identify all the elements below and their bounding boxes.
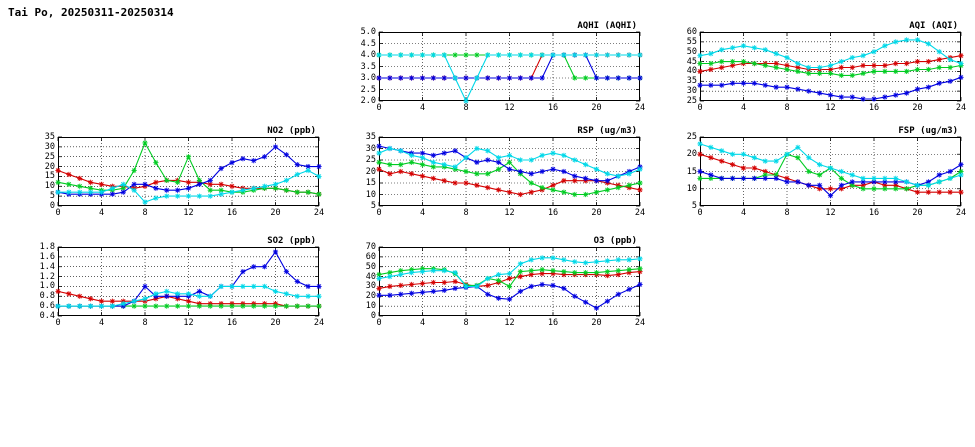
x-tick-label: 4: [740, 208, 747, 218]
chart-title-aqi: AQI (AQI): [909, 21, 958, 31]
x-tick-label: 0: [376, 318, 382, 328]
x-tick-label: 12: [825, 208, 836, 218]
chart-title-rsp: RSP (ug/m3): [577, 126, 637, 136]
y-tick-label: 5: [691, 201, 697, 211]
y-tick-label: 5: [49, 191, 55, 202]
x-tick-label: 12: [504, 208, 515, 218]
y-tick-label: 1.2: [39, 271, 55, 282]
y-tick-label: 15: [365, 178, 376, 188]
y-tick-label: 30: [686, 86, 697, 97]
y-tick-label: 35: [44, 132, 55, 142]
chart-title-o3: O3 (ppb): [593, 236, 637, 246]
y-tick-label: 15: [44, 171, 55, 182]
x-tick-label: 4: [98, 208, 105, 218]
y-tick-label: 45: [686, 56, 697, 67]
x-tick-label: 0: [697, 208, 703, 218]
x-tick-label: 16: [547, 318, 559, 328]
y-tick-label: 3.0: [360, 73, 376, 83]
y-tick-label: 10: [44, 181, 55, 192]
x-tick-label: 8: [784, 103, 790, 113]
x-tick-label: 8: [463, 318, 469, 328]
x-tick-label: 4: [419, 208, 426, 218]
x-tick-label: 8: [142, 318, 148, 328]
x-tick-label: 24: [955, 208, 967, 218]
x-tick-label: 8: [463, 103, 469, 113]
y-tick-label: 4.5: [360, 38, 376, 49]
y-tick-label: 20: [365, 291, 376, 302]
y-tick-label: 20: [686, 149, 697, 160]
y-tick-label: 25: [686, 96, 697, 106]
x-tick-label: 24: [634, 103, 646, 113]
x-tick-label: 16: [547, 103, 559, 113]
y-tick-label: 2.5: [360, 84, 376, 95]
y-tick-label: 50: [686, 46, 697, 57]
y-tick-label: 30: [365, 143, 376, 154]
x-tick-label: 4: [419, 103, 426, 113]
x-tick-label: 16: [547, 208, 559, 218]
chart-title-so2: SO2 (ppb): [267, 236, 316, 246]
chart-panel-no2: [30, 125, 325, 220]
page-title: Tai Po, 20250311-20250314: [8, 6, 174, 19]
chart-panel-rsp: [351, 125, 646, 220]
y-tick-label: 5: [370, 201, 376, 211]
chart-panel-aqhi: [351, 20, 646, 115]
y-tick-label: 35: [365, 132, 376, 142]
chart-title-no2: NO2 (ppb): [267, 126, 316, 136]
y-tick-label: 15: [686, 166, 697, 177]
x-tick-label: 4: [98, 318, 105, 328]
y-tick-label: 25: [44, 151, 55, 162]
x-tick-label: 20: [912, 208, 923, 218]
x-tick-label: 8: [142, 208, 148, 218]
chart-panel-fsp: [672, 125, 967, 220]
y-tick-label: 0: [370, 311, 376, 321]
x-tick-label: 0: [55, 318, 61, 328]
y-tick-label: 2.0: [360, 96, 376, 106]
chart-title-aqhi: AQHI (AQHI): [577, 21, 637, 31]
y-tick-label: 20: [365, 166, 376, 177]
y-tick-label: 60: [686, 27, 697, 37]
y-tick-label: 0.4: [39, 311, 55, 321]
chart-panel-o3: [351, 235, 646, 330]
x-tick-label: 0: [697, 103, 703, 113]
y-tick-label: 40: [365, 271, 376, 282]
x-tick-label: 20: [270, 208, 281, 218]
x-tick-label: 24: [313, 208, 325, 218]
y-tick-label: 1.6: [39, 251, 55, 262]
y-tick-label: 0: [49, 201, 55, 211]
x-tick-label: 24: [955, 103, 967, 113]
chart-title-fsp: FSP (ug/m3): [898, 126, 958, 136]
x-tick-label: 0: [55, 208, 61, 218]
x-tick-label: 24: [634, 318, 646, 328]
y-tick-label: 35: [686, 76, 697, 87]
y-tick-label: 30: [44, 141, 55, 152]
x-tick-label: 16: [868, 208, 880, 218]
x-tick-label: 12: [825, 103, 836, 113]
y-tick-label: 10: [686, 183, 697, 194]
x-tick-label: 0: [376, 103, 382, 113]
x-tick-label: 20: [591, 318, 602, 328]
x-tick-label: 12: [183, 208, 194, 218]
x-tick-label: 4: [419, 318, 426, 328]
y-tick-label: 55: [686, 36, 697, 47]
x-tick-label: 12: [183, 318, 194, 328]
y-tick-label: 5.0: [360, 27, 376, 37]
x-tick-label: 24: [634, 208, 646, 218]
y-tick-label: 0.6: [39, 301, 55, 312]
x-tick-label: 0: [376, 208, 382, 218]
y-tick-label: 25: [365, 155, 376, 165]
y-tick-label: 1.4: [39, 261, 55, 272]
x-tick-label: 16: [226, 208, 238, 218]
series-day3: [697, 75, 963, 102]
y-tick-label: 10: [365, 301, 376, 312]
y-tick-label: 1.0: [39, 281, 55, 292]
y-tick-label: 70: [365, 242, 376, 252]
y-tick-label: 4.0: [360, 50, 376, 60]
y-tick-label: 0.8: [39, 291, 55, 302]
y-tick-label: 30: [365, 281, 376, 292]
chart-panel-aqi: [672, 20, 967, 115]
x-tick-label: 20: [912, 103, 923, 113]
y-tick-label: 3.5: [360, 61, 376, 72]
y-tick-label: 20: [44, 161, 55, 172]
x-tick-label: 8: [463, 208, 469, 218]
y-tick-label: 50: [365, 261, 376, 272]
chart-panel-so2: [30, 235, 325, 330]
y-tick-label: 60: [365, 251, 376, 262]
x-tick-label: 16: [226, 318, 238, 328]
y-tick-label: 10: [365, 189, 376, 200]
x-tick-label: 16: [868, 103, 880, 113]
y-tick-label: 1.8: [39, 242, 55, 252]
y-tick-label: 40: [686, 66, 697, 77]
x-tick-label: 24: [313, 318, 325, 328]
y-tick-label: 25: [686, 132, 697, 142]
x-tick-label: 12: [504, 103, 515, 113]
x-tick-label: 12: [504, 318, 515, 328]
x-tick-label: 20: [270, 318, 281, 328]
x-tick-label: 8: [784, 208, 790, 218]
x-tick-label: 20: [591, 208, 602, 218]
x-tick-label: 20: [591, 103, 602, 113]
x-tick-label: 4: [740, 103, 747, 113]
